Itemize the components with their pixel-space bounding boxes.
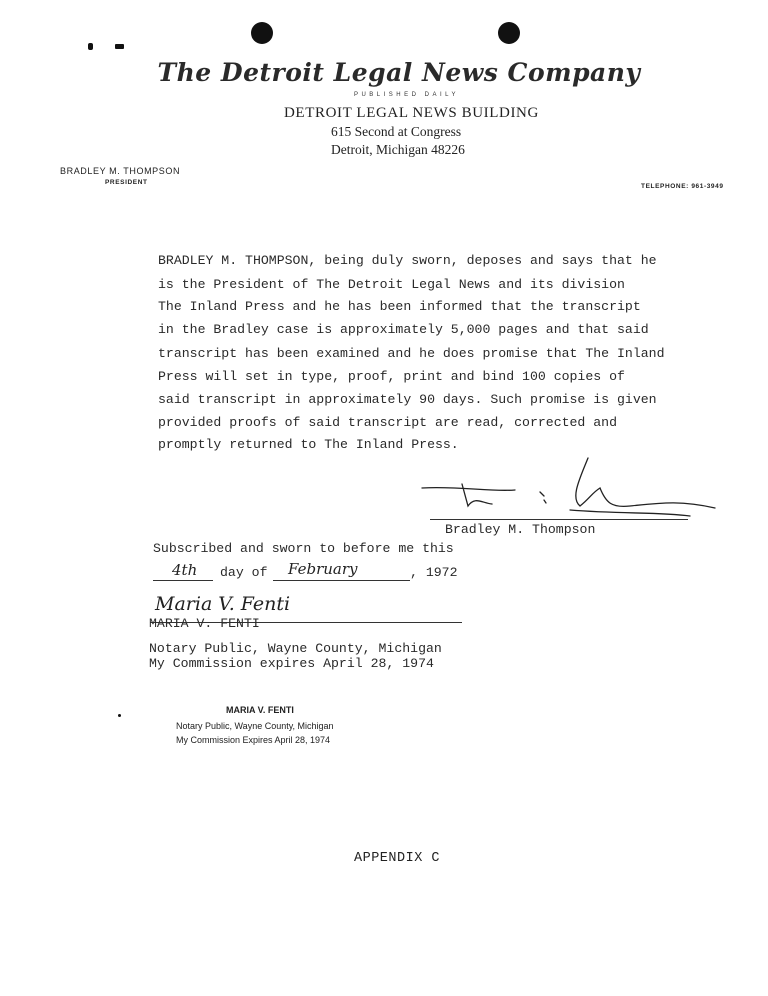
day-of-label: day of: [220, 565, 268, 580]
address-line-1: 615 Second at Congress: [331, 124, 462, 139]
ink-mark: [115, 44, 124, 49]
month-line: [273, 580, 410, 581]
affidavit-line: said transcript in approximately 90 days. Such promise is given: [158, 392, 657, 407]
president-title: PRESIDENT: [105, 179, 148, 186]
notary-name: MARIA V. FENTI: [149, 616, 260, 631]
punch-hole-left: [251, 22, 273, 44]
month-handwritten: February: [288, 560, 358, 578]
notary-commission: My Commission expires April 28, 1974: [149, 656, 434, 671]
telephone-number: 961-3949: [691, 183, 724, 190]
affidavit-line: BRADLEY M. THOMPSON, being duly sworn, deposes and says that he: [158, 253, 657, 268]
stamp-name: MARIA V. FENTI: [226, 705, 294, 715]
published-daily: PUBLISHED DAILY: [353, 92, 460, 98]
stamp-line-1: Notary Public, Wayne County, Michigan: [176, 721, 334, 731]
signature-line: [430, 519, 688, 520]
notary-title: Notary Public, Wayne County, Michigan: [149, 641, 442, 656]
affidavit-line: promptly returned to The Inland Press.: [158, 437, 459, 452]
affidavit-line: is the President of The Detroit Legal News and its division: [158, 277, 625, 292]
affidavit-line: transcript has been examined and he does promise that The Inland: [158, 346, 665, 361]
affidavit-line: The Inland Press and he has been informed that the transcript: [158, 299, 641, 314]
day-line: [153, 580, 213, 581]
stamp-line-2: My Commission Expires April 28, 1974: [176, 735, 331, 745]
address-line-2: Detroit, Michigan 48226: [331, 142, 465, 157]
ink-mark: [88, 43, 93, 50]
thompson-signature: [420, 448, 720, 528]
affidavit-line: in the Bradley case is approximately 5,000 pages and that said: [158, 322, 649, 337]
notary-signature: Maria V. Fenti: [155, 593, 291, 615]
subscribed-text: Subscribed and sworn to before me this: [153, 541, 454, 556]
telephone: [641, 183, 724, 190]
affidavit-line: Press will set in type, proof, print and bind 100 copies of: [158, 369, 625, 384]
day-handwritten: 4th: [172, 561, 198, 579]
appendix-label: APPENDIX C: [354, 851, 441, 866]
president-name: BRADLEY M. THOMPSON: [60, 166, 181, 176]
signer-name: Bradley M. Thompson: [445, 522, 596, 537]
ink-dot: [118, 714, 121, 717]
punch-hole-right: [498, 22, 520, 44]
building-name: DETROIT LEGAL NEWS BUILDING: [284, 105, 539, 121]
affidavit-line: provided proofs of said transcript are read, corrected and: [158, 415, 617, 430]
company-name: The Detroit Legal News Company: [157, 58, 641, 87]
telephone-label: TELEPHONE:: [641, 183, 689, 190]
year-text: , 1972: [410, 565, 458, 580]
